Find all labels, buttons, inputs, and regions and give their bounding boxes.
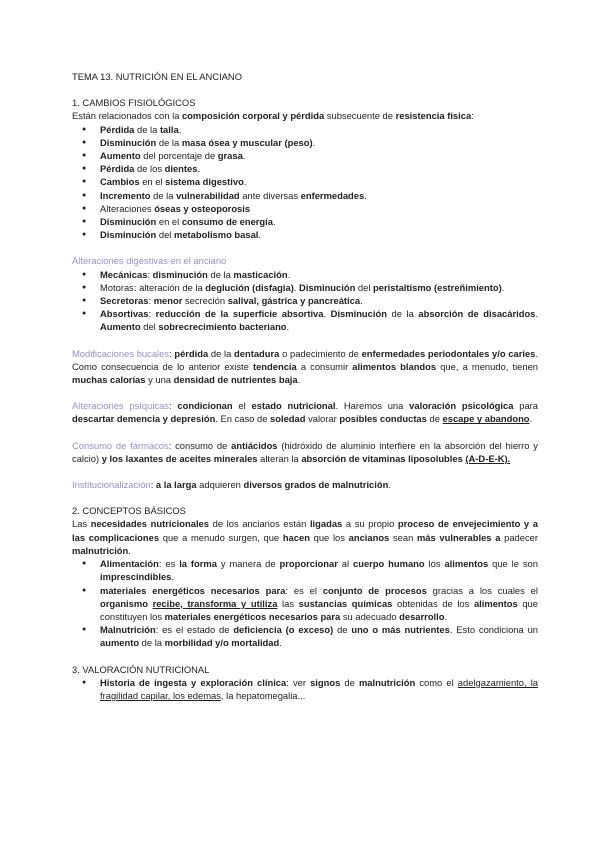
list-item: ● Disminución de la masa ósea y muscular (peso). (100, 136, 538, 149)
bullet-list-digestivas (72, 268, 538, 334)
paragraph-psiquicas: Alteraciones psíquicas: condicionan el estado nutricional. Haremos una valoración psicológica para descartar demencia y depresión. En caso de soledad valorar posibles conductas de escape y abandono. (72, 400, 538, 425)
section-intro: Están relacionados con la composición corporal y pérdida subsecuente de resistencia física: (72, 110, 474, 122)
list-item: ● Disminución del metabolismo basal. (100, 228, 538, 241)
list-item: ● Alteraciones óseas y osteoporosis (100, 202, 538, 215)
section-intro: Las necesidades nutricionales de los ancianos están ligadas a su propio proceso de envejecimiento y a las complicaciones que a menudo surgen, que hacen que los ancianos sean más vulnerables a padecer malnutrición. (72, 518, 539, 556)
section-heading-valoracion: 3. VALORACIÓN NUTRICIONAL (72, 663, 210, 675)
list-item: ● Historia de ingesta y exploración clínica: ver signos de malnutrición como el adelgazamiento, la fragilidad capilar, los edemas, la hepatomegalia... (100, 676, 538, 702)
section-heading-conceptos: 2. CONCEPTOS BÁSICOS (72, 505, 186, 517)
page-title: TEMA 13. NUTRICIÓN EN EL ANCIANO (72, 71, 242, 82)
list-item: ● Motoras: alteración de la deglución (disfagia). Disminución del peristaltismo (estreñimiento). (100, 281, 538, 294)
subheading-digestivas: Alteraciones digestivas en el anciano (72, 255, 227, 267)
list-item: ● Pérdida de los dientes. (100, 162, 538, 175)
list-item: ● Disminución en el consumo de energía. (100, 215, 538, 228)
section-heading-cambios: 1. CAMBIOS FISIOLÓGICOS (72, 97, 196, 109)
bullet-list-cambios (72, 123, 538, 242)
list-item: ● materiales energéticos necesarios para: es el conjunto de procesos gracias a los cuales el organismo recibe, transforma y utiliza las sustancias químicas obtenidas de los alimentos que constituyen los materiales energéticos necesarios para su adecuado desarrollo. (100, 584, 538, 624)
bullet-list-valoracion (72, 676, 538, 702)
list-item: ● Incremento de la vulnerabilidad ante diversas enfermedades. (100, 189, 538, 202)
bullet-list-conceptos (72, 557, 538, 649)
paragraph-farmacos: Consumo de fármacos: consumo de antiácidos (hidróxido de aluminio interfiere en la absorción del hierro y calcio) y los laxantes de aceites minerales alteran la absorción de vitaminas liposolubles (A-D-E-K). (72, 439, 538, 464)
list-item: ● Cambios en el sistema digestivo. (100, 175, 538, 188)
list-item: ● Aumento del porcentaje de grasa. (100, 149, 538, 162)
list-item: ● Malnutrición: es el estado de deficiencia (o exceso) de uno o más nutrientes. Esto condiciona un aumento de la morbilidad y/o mortalidad. (100, 623, 538, 649)
list-item: ● Secretoras: menor secreción salival, gástrica y pancreática. (100, 294, 538, 307)
list-item: ● Mecánicas: disminución de la masticación. (100, 268, 538, 281)
paragraph-bucales: Modificaciones bucales: pérdida de la dentadura o padecimiento de enfermedades periodontales y/o caries. Como consecuencia de lo anterior existe tendencia a consumir alimentos blandos que, a menudo, tienen muchas calorías y una densidad de nutrientes baja. (72, 347, 539, 386)
list-item: ● Alimentación: es la forma y manera de proporcionar al cuerpo humano los alimentos que le son imprescindibles. (100, 557, 538, 583)
list-item: ● Pérdida de la talla. (100, 123, 538, 136)
paragraph-institucionalizacion: Institucionalización: a la larga adquieren diversos grados de malnutrición. (72, 479, 391, 491)
list-item: ● Absortivas: reducción de la superficie absortiva. Disminución de la absorción de disacáridos. Aumento del sobrecrecimiento bacteriano. (100, 307, 538, 333)
